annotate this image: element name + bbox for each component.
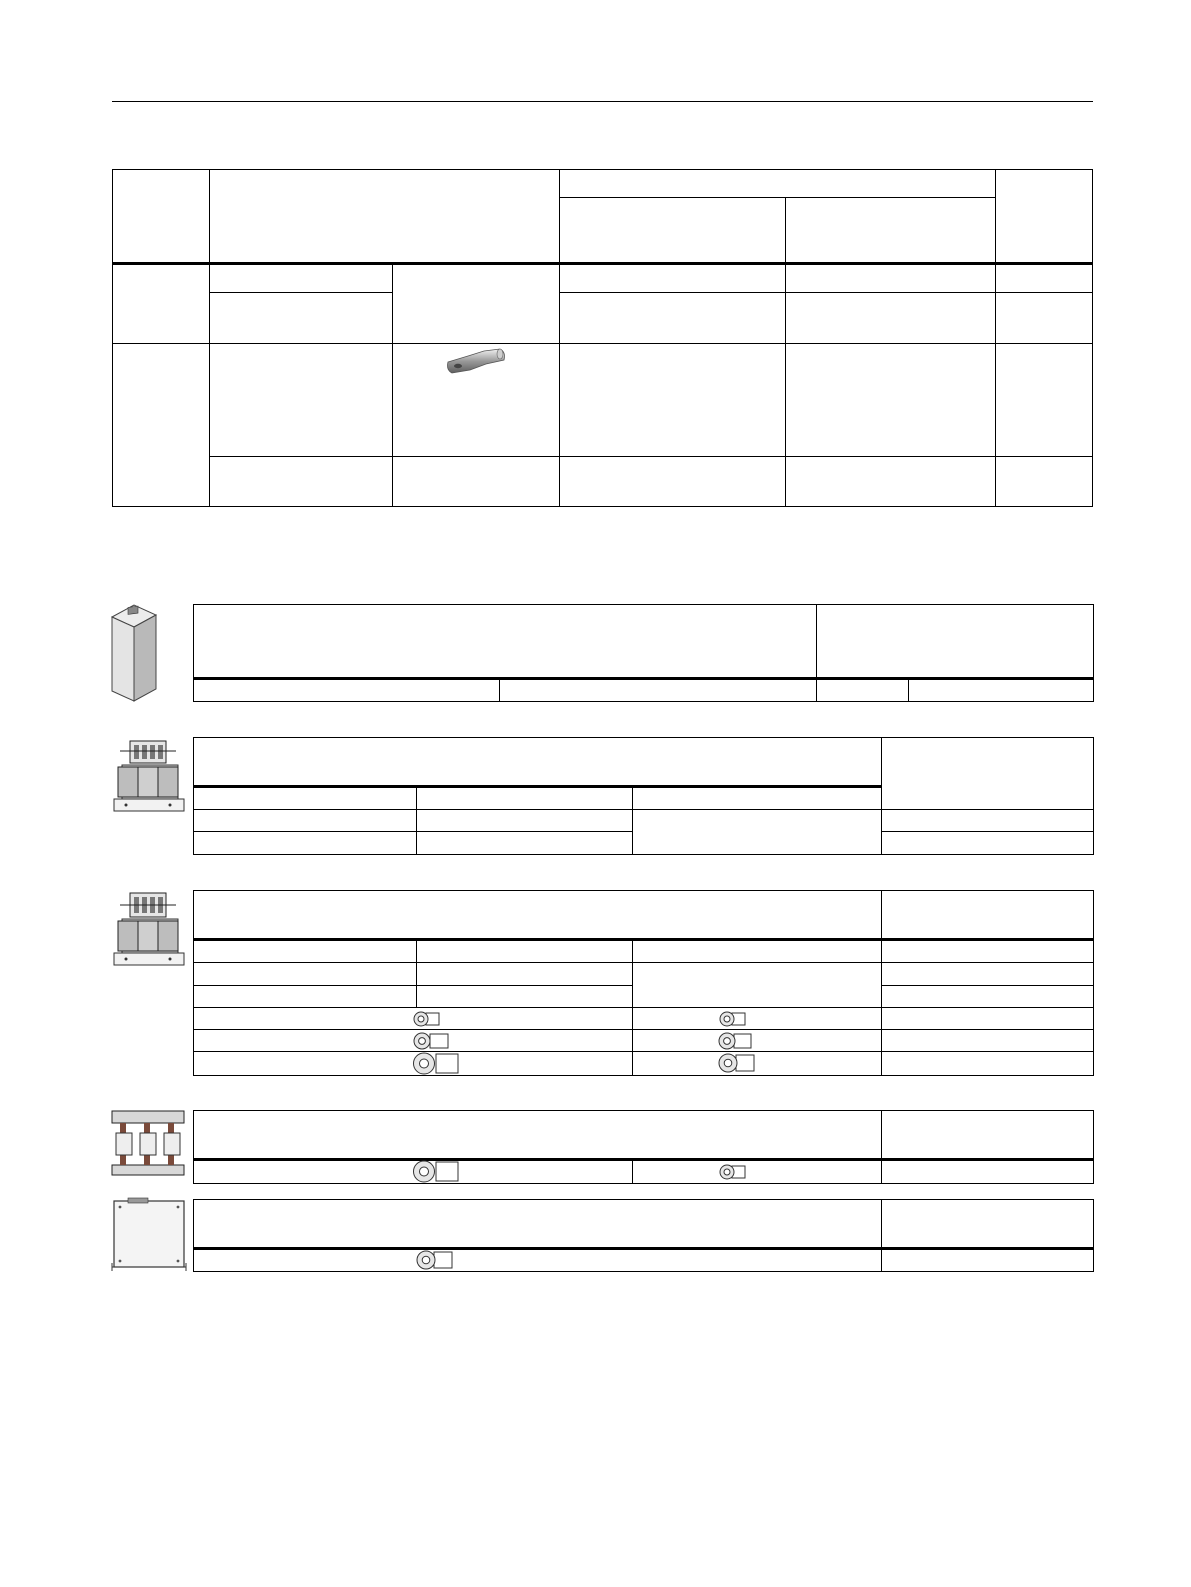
ring-lug-icon (412, 1032, 452, 1050)
terminal-table-header-separator (193, 677, 1094, 680)
terminal-table-row-line (193, 831, 632, 832)
terminal-table-row-line (193, 962, 1094, 963)
cabinet-icon (110, 603, 160, 703)
reactor-icon (110, 889, 186, 967)
terminal-table-col-line (881, 1110, 882, 1184)
ring-lug-icon (416, 1250, 456, 1270)
main-table-row-line (209, 292, 392, 293)
terminal-table-col-line (632, 1160, 633, 1184)
terminal-table-col-line (881, 1199, 882, 1272)
terminal-table-col-line (881, 737, 882, 855)
ring-lug-icon (412, 1052, 462, 1075)
terminal-table-col-line (908, 679, 909, 702)
terminal-table-header-separator (193, 1158, 1094, 1161)
terminal-table-row-line (881, 831, 1094, 832)
terminal-table-col-line (632, 940, 633, 1076)
terminal-table-frame (193, 890, 1094, 1076)
ring-lug-icon (718, 1053, 758, 1073)
ring-lug-icon (412, 1011, 442, 1027)
terminal-table-header-separator (193, 1247, 1094, 1250)
terminal-table-header-separator (193, 785, 881, 788)
main-table-col-line (392, 262, 393, 507)
main-table-row-line (112, 343, 1093, 344)
main-table-header-separator (112, 262, 1093, 265)
reactor-open-icon (110, 1109, 186, 1179)
ring-lug-icon (718, 1032, 754, 1050)
main-table-header-subrule (559, 197, 995, 198)
cable-lug-icon (444, 346, 508, 376)
main-table-col-line (785, 197, 786, 507)
terminal-table-col-line (632, 787, 633, 855)
main-table-row-line (209, 456, 1093, 457)
terminal-table-row-line (193, 1007, 1094, 1008)
ring-lug-icon (412, 1160, 462, 1183)
ring-lug-icon (718, 1011, 748, 1027)
main-table-col-line (209, 169, 210, 507)
terminal-table-row-line (193, 1051, 1094, 1052)
main-table-row-line (559, 292, 1093, 293)
terminal-table-col-line (416, 787, 417, 855)
terminal-table-col-line (499, 679, 500, 702)
terminal-table-col-line (416, 940, 417, 1007)
main-table-col-line (559, 169, 560, 507)
ring-lug-icon (718, 1164, 748, 1180)
terminal-table-row-line (193, 985, 632, 986)
reactor-icon (110, 737, 186, 813)
terminal-table-row-line (881, 985, 1094, 986)
terminal-table-frame (193, 737, 1094, 855)
terminal-table-row-line (193, 809, 1094, 810)
terminal-table-row-line (193, 1029, 1094, 1030)
terminal-table-frame (193, 1110, 1094, 1184)
terminal-table-col-line (881, 890, 882, 1076)
filter-box-icon (110, 1197, 188, 1273)
terminal-table-frame (193, 604, 1094, 702)
terminal-table-col-line (816, 604, 817, 702)
header-rule (112, 101, 1093, 102)
terminal-table-header-separator (193, 938, 1094, 941)
terminal-table-frame (193, 1199, 1094, 1272)
main-table-col-line (995, 169, 996, 507)
